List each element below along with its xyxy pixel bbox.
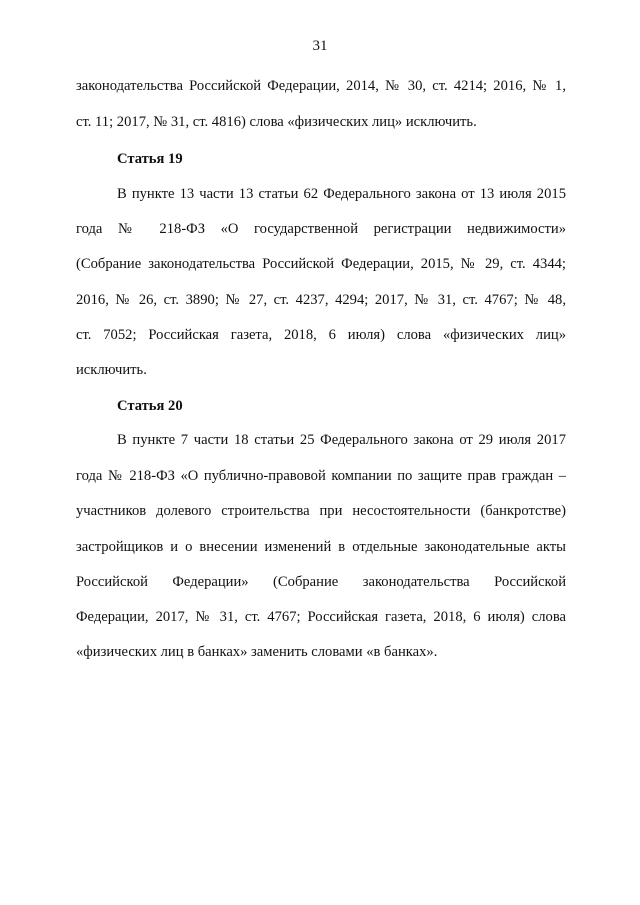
body-line: ст. 7052; Российская газета, 2018, 6 июля) слова «физических лиц» bbox=[76, 327, 566, 343]
body-line: «физических лиц в банках» заменить словами «в банках». bbox=[76, 644, 438, 660]
body-line: застройщиков и о внесении изменений в отдельные законодательные акты bbox=[76, 539, 566, 555]
body-line: года № 218-ФЗ «О государственной регистрации недвижимости» bbox=[76, 221, 566, 237]
body-line: Федерации, 2017, № 31, ст. 4767; Российская газета, 2018, 6 июля) слова bbox=[76, 609, 566, 625]
body-line: года № 218-ФЗ «О публично-правовой компании по защите прав граждан – bbox=[76, 468, 566, 484]
body-line: исключить. bbox=[76, 362, 147, 378]
body-line: В пункте 7 части 18 статьи 25 Федерального закона от 29 июля 2017 bbox=[117, 432, 566, 448]
page-number: 31 bbox=[312, 38, 328, 54]
article-19-heading: Статья 19 bbox=[117, 151, 183, 167]
body-line: (Собрание законодательства Российской Федерации, 2015, № 29, ст. 4344; bbox=[76, 256, 566, 272]
body-line: участников долевого строительства при несостоятельности (банкротстве) bbox=[76, 503, 566, 519]
body-line: 2016, № 26, ст. 3890; № 27, ст. 4237, 4294; 2017, № 31, ст. 4767; № 48, bbox=[76, 292, 566, 308]
body-line: ст. 11; 2017, № 31, ст. 4816) слова «физических лиц» исключить. bbox=[76, 114, 477, 130]
body-line: В пункте 13 части 13 статьи 62 Федерального закона от 13 июля 2015 bbox=[117, 186, 566, 202]
body-line: законодательства Российской Федерации, 2014, № 30, ст. 4214; 2016, № 1, bbox=[76, 78, 566, 94]
article-20-heading: Статья 20 bbox=[117, 398, 183, 414]
body-line: Российской Федерации» (Собрание законодательства Российской bbox=[76, 574, 566, 590]
